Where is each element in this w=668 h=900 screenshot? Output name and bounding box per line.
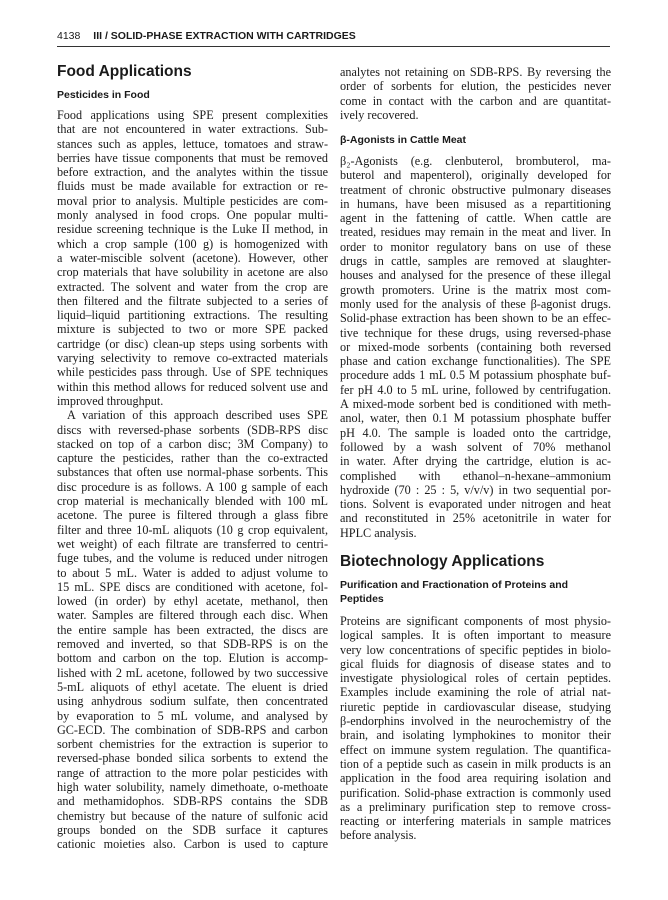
text-line: fer pH 4.0 to 5 mL urine, followed by centrifugation. (340, 382, 611, 397)
paragraph-food-intro (57, 108, 328, 408)
text-line: treated, residues may remain in the meat and liver. In (340, 225, 611, 240)
text-line: pH 4.0. The sample is loaded onto the cartridge, (340, 425, 611, 440)
text-line: discs with reversed-phase sorbents (SDB-RPS disc (57, 422, 328, 437)
text-line: and methamidophos. SDB-RPS contains the SDB (57, 794, 328, 809)
text-line: growth promoters. Urine is the matrix most com- (340, 282, 611, 297)
text-line: by evaporation to 5 mL volume, and analysed by (57, 708, 328, 723)
text-line: moval prior to analysis. Multiple pesticides are com- (57, 193, 328, 208)
text-line: and reconstituted in 25% acetonitrile in water for (340, 511, 611, 526)
text-line: to about 5 mL. Water is added to adjust volume to (57, 565, 328, 580)
text-line: application in the food area requiring isolation and (340, 771, 611, 786)
text-line: come in contact with the carbon and are quantitat- (340, 93, 611, 108)
text-line: treatment of chronic obstructive pulmonary diseases (340, 182, 611, 197)
text-line: investigate physiological roles of certain peptides. (340, 671, 611, 686)
text-line: A variation of this approach described uses SPE (67, 408, 328, 423)
text-line: before analysis. (340, 828, 417, 843)
text-line: wet weight) of each filtrate are transferred to centri- (57, 536, 328, 551)
text-line: bottom and carbon on the top. Elution is accomp- (57, 651, 328, 666)
text-line: mixture is subjected to two or more SPE packed (57, 322, 328, 337)
text-line: residue screening technique is the Luke II method, in (57, 222, 328, 237)
text-line: before extraction, and the analytes within the tissue (57, 165, 328, 180)
text-line: very low concentrations of specific peptides in biolo- (340, 642, 611, 657)
text-line: GC-ECD. The combination of SDB-RPS and carbon (57, 722, 328, 737)
section-heading-biotechnology: Biotechnology Applications (340, 553, 545, 570)
text-line: Examples include examining the role of atrial nat- (340, 685, 611, 700)
text-line: HPLC analysis. (340, 525, 417, 540)
text-line: then filtered and the filtrate subjected to a series of (57, 293, 328, 308)
text-line: as a preliminary purification step to remove cross- (340, 799, 611, 814)
text-line: Solid-phase extraction has been shown to be an effec- (340, 311, 611, 326)
text-line: crop material is mechanically blended with 100 mL (57, 494, 328, 509)
text-line: A mixed-mode sorbent bed is conditioned with meth- (340, 397, 611, 412)
text-line: fuge tubes, and the volume is reduced under nitrogen (57, 551, 328, 566)
text-line: substances that often use normal-phase sorbents. This (57, 465, 328, 480)
text-line: high water solubility, namely dimethoate, o-methoate (57, 780, 328, 795)
text-line: extracted. The solvent and water from the crop are (57, 279, 328, 294)
text-line: brain, and isolating lymphokines to monitor their (340, 728, 611, 743)
running-title: III / SOLID-PHASE EXTRACTION WITH CARTRIDGES (93, 30, 356, 42)
text-line: fluids must be made available for extraction or re- (57, 179, 328, 194)
section-heading-food-applications: Food Applications (57, 63, 192, 80)
text-line: β-endorphins involved in the neurochemistry of the (340, 714, 611, 729)
text-line: or mixed-mode sorbents (containing both reversed (340, 339, 611, 354)
text-line: cartridge (or disc) clean-up steps using sorbents with (57, 336, 328, 351)
text-line: buterol and mapenterol), originally developed for (340, 168, 611, 183)
text-line: crop materials that have solubility in acetone are also (57, 265, 328, 280)
paragraph-beta-agonists (340, 154, 611, 540)
text-line: cationic moieties also. Carbon is used to capture (57, 837, 328, 852)
text-line: phase and cation exchange functionalities). The SPE (340, 354, 611, 369)
text-line: order of sorbents for elution, the pesticides never (340, 79, 611, 94)
text-line: filter and three 10-mL aliquots (10 g crop equivalent, (57, 522, 328, 537)
page-number: 4138 (57, 30, 81, 42)
text-line: analytes not retaining on SDB-RPS. By reversing the (340, 65, 611, 79)
text-line: order to monitor regulatory bans on use of these (340, 239, 611, 254)
text-line: hydroxide (70 : 25 : 5, v/v/v) in two sequential por- (340, 482, 611, 497)
text-line: houses and analysed for the presence of these illegal (340, 268, 611, 283)
subheading-proteins-peptides: Purification and Fractionation of Proteins and Peptides (340, 579, 569, 605)
text-line: riuretic peptide in cardiovascular disease, studying (340, 699, 611, 714)
text-line: stacked on top of a carbon disc; 3M Company) to (57, 436, 328, 451)
text-line: monly used for the analysis of these β-agonist drugs. (340, 296, 611, 311)
header-rule (57, 46, 610, 47)
text-line: in humans, have been misused as a repartitioning (340, 196, 611, 211)
text-line: liquid–liquid partitioning extractions. The resulting (57, 308, 328, 323)
text-line: tions. Solvent is evaporated under nitrogen and heat (340, 497, 611, 512)
text-line: the entire sample has been extracted, the discs are (57, 622, 328, 637)
text-line: drugs in cattle, samples are removed at slaughter- (340, 254, 611, 269)
text-line: lished with 2 mL acetone, followed by two successive (57, 665, 328, 680)
text-line: removed and inverted, so that SDB-RPS is on the (57, 637, 328, 652)
text-line: logical samples. It is often important to measure (340, 628, 611, 643)
text-line: a water-miscible solvent (acetone). However, other (57, 250, 328, 265)
text-line: purification. Solid-phase extraction is commonly used (340, 785, 611, 800)
text-line: within this method allows for reduced solvent use and (57, 379, 328, 394)
text-line: tion of a peptide such as casein in milk products is an (340, 756, 611, 771)
subheading-beta-agonists: β-Agonists in Cattle Meat (340, 134, 466, 146)
text-line: that are not encountered in water extractions. Sub- (57, 122, 328, 137)
text-line: 5-mL aliquots of ethyl acetate. The eluent is dried (57, 679, 328, 694)
text-line: effect on immune system regulation. The quantifica- (340, 742, 611, 757)
text-line: followed by a wash solvent of 70% methanol (340, 439, 611, 454)
text-line: reacting or interfering materials in sample matrices (340, 814, 611, 829)
text-line: agent in the fattening of cattle. When cattle are (340, 211, 611, 226)
text-line: varying selectivity to remove co-extracted materials (57, 351, 328, 366)
text-line: Proteins are significant components of most physio- (340, 614, 611, 628)
text-line: procedure adds 1 mL 0.5 M potassium phosphate buf- (340, 368, 611, 383)
text-line: chemistry but because of the nature of sulfonic acid (57, 808, 328, 823)
text-line: which a crop sample (100 g) is homogenized with (57, 236, 328, 251)
text-line: range of attraction to the more polar pesticides with (57, 765, 328, 780)
subheading-pesticides-in-food: Pesticides in Food (57, 89, 150, 101)
text-line: anol, water, then 0.1 M potassium phosphate buffer (340, 411, 611, 426)
text-line: gical fluids for diagnosis of disease states and to (340, 656, 611, 671)
text-line: reversed-phase bonded silica sorbents to extend the (57, 751, 328, 766)
paragraph-continuation (340, 65, 611, 122)
text-line: sorbent chemistries for the extraction is superior to (57, 737, 328, 752)
text-line: 15 mL. SPE discs are conditioned with acetone, fol- (57, 579, 328, 594)
text-line: improved throughput. (57, 393, 164, 408)
paragraph-disc-variation (57, 408, 328, 851)
text-line: ively recovered. (340, 107, 419, 122)
text-line: disc procedure is as follows. A 100 g sample of each (57, 479, 328, 494)
text-line: complished with ethanol–n-hexane–ammonium (340, 468, 611, 483)
text-line: capture the pesticides, rather than the co-extracted (57, 451, 328, 466)
paragraph-proteins (340, 614, 611, 843)
text-line: β₂-Agonists (e.g. clenbuterol, brombuterol, ma- (340, 154, 611, 168)
text-line: Food applications using SPE present complexities (57, 108, 328, 122)
text-line: lowed (in order) by ethyl acetate, methanol, then (57, 594, 328, 609)
text-line: monly analysed in food crops. One popular multi- (57, 208, 328, 223)
text-line: in water. After drying the cartridge, elution is ac- (340, 454, 611, 469)
text-line: berries have tissue components that must be removed (57, 150, 328, 165)
text-line: tive technique for these drugs, using reversed-phase (340, 325, 611, 340)
text-line: groups bonded on the SDB surface it captures (57, 822, 328, 837)
text-line: acetone. The puree is filtered through a glass fibre (57, 508, 328, 523)
running-header (57, 30, 356, 42)
text-line: stances such as apples, lettuce, tomatoes and straw- (57, 136, 328, 151)
text-line: water. Samples are filtered through each disc. When (57, 608, 328, 623)
text-line: using anhydrous sodium sulfate, then concentrated (57, 694, 328, 709)
text-line: while pesticides pass through. Use of SPE techniques (57, 365, 328, 380)
